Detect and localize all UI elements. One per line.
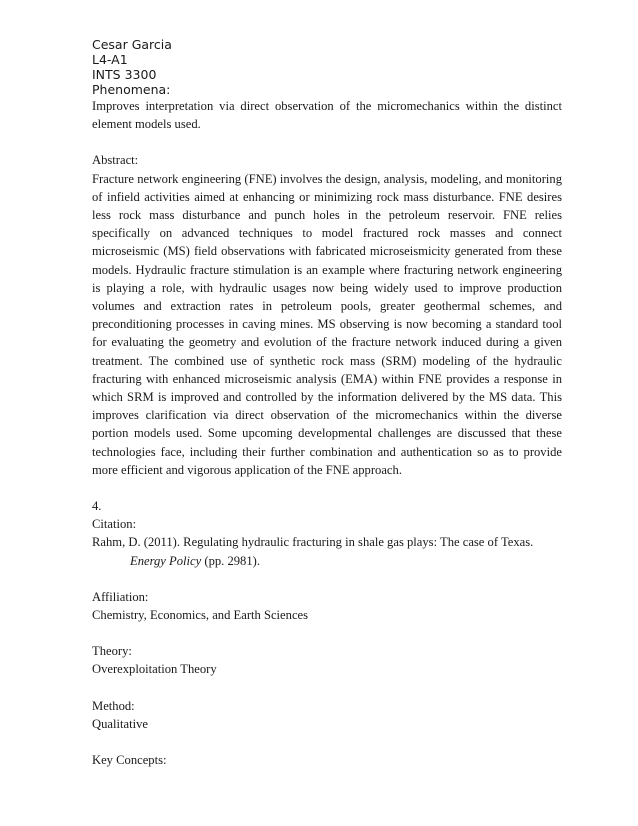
phenomena-label: Phenomena: (92, 82, 171, 97)
citation-journal: Energy Policy (130, 553, 202, 568)
abstract-label: Abstract: (92, 153, 139, 168)
method-value: Qualitative (92, 716, 148, 731)
citation-label: Citation: (92, 517, 137, 532)
key-concepts-label: Key Concepts: (92, 753, 167, 768)
citation-pages: (pp. 2981). (204, 553, 260, 568)
document-body (92, 37, 562, 769)
spacer (92, 733, 562, 751)
phenomena-text: Improves interpretation via direct observation of the micromechanics within the distinct element models used. (92, 99, 562, 132)
entry-number: 4. (92, 499, 102, 514)
spacer (92, 570, 562, 588)
assignment-code: L4-A1 (92, 52, 128, 67)
spacer (92, 133, 562, 151)
course-code: INTS 3300 (92, 67, 157, 82)
method-label: Method: (92, 698, 135, 713)
affiliation-value: Chemistry, Economics, and Earth Sciences (92, 608, 309, 623)
spacer (92, 679, 562, 697)
abstract-text: Fracture network engineering (FNE) involves the design, analysis, modeling, and monitoring of infield activities aimed at enhancing or minimizing rock mass disturbance. FNE desires less rock mass disturbance and punch holes in the petroleum reservoir. FNE relies specifically on advanced techniques to model fractured rock masses and connect microseismic (MS) field observations with fabricated microseismicity generated from these models. Hydraulic fracture stimulation is an example where fracturing network engineering is playing a role, with hydraulic usages now being widely used to improve production volumes and extraction rates in petroleum pools, greater geothermal schemes, and preconditioning processes in caving mines. MS observing is now becoming a standard tool for evaluating the geometry and evolution of the fracture network induced during a given treatment. The combined use of synthetic rock mass (SRM) modeling of the hydraulic fracturing with enhanced microseismic analysis (EMA) within FNE provides a response in which SRM is improved and controlled by the information delivered by the MS data. This improves clarification via direct observation of the micromechanics within the diverse portion models used. Some upcoming developmental challenges are discussed that these technologies face, including their further combination and authentication so as to provide more efficient and vigorous application of the FNE approach. (92, 171, 562, 477)
theory-value: Overexploitation Theory (92, 662, 217, 677)
spacer (92, 479, 562, 497)
spacer (92, 624, 562, 642)
affiliation-label: Affiliation: (92, 589, 149, 604)
citation-main: Rahm, D. (2011). Regulating hydraulic fracturing in shale gas plays: The case of Texas. (92, 535, 534, 550)
citation-text (92, 533, 562, 551)
author-name: Cesar Garcia (92, 37, 172, 52)
theory-label: Theory: (92, 644, 132, 659)
citation-source (92, 552, 562, 570)
